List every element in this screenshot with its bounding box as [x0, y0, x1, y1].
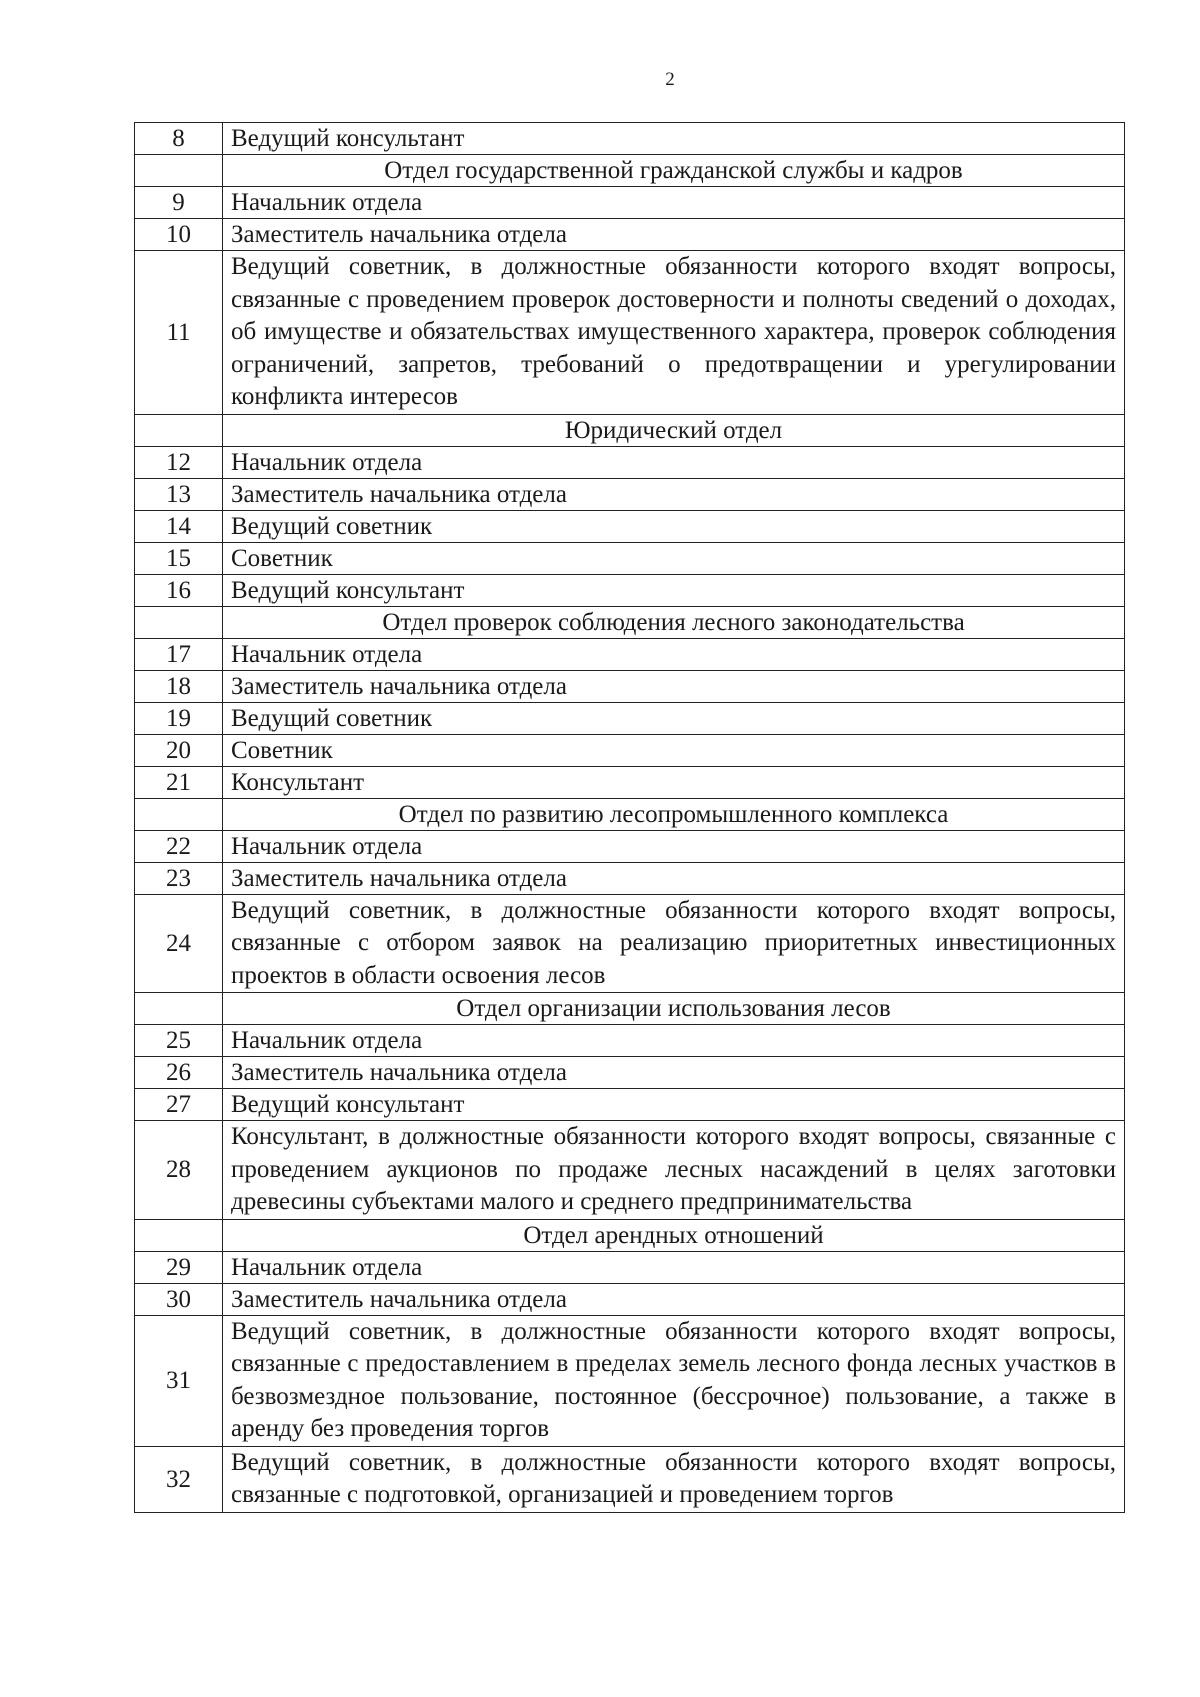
row-number: 23: [135, 862, 223, 894]
position-title: Начальник отдела: [223, 638, 1125, 670]
row-number: 15: [135, 542, 223, 574]
table-row: [135, 574, 1125, 606]
row-number: 32: [135, 1446, 223, 1512]
department-name: Отдел организации использования лесов: [223, 993, 1125, 1025]
row-number: 14: [135, 510, 223, 542]
table-row: [135, 1251, 1125, 1283]
table-row: [135, 894, 1125, 993]
table-row: [135, 510, 1125, 542]
department-row: [135, 993, 1125, 1025]
position-title: Ведущий консультант: [223, 574, 1125, 606]
table-row: [135, 1089, 1125, 1121]
row-number: 29: [135, 1251, 223, 1283]
row-number: 25: [135, 1025, 223, 1057]
row-number: 26: [135, 1057, 223, 1089]
row-number: [135, 606, 223, 638]
table-row: [135, 1057, 1125, 1089]
table-row: [135, 251, 1125, 415]
department-name: Отдел государственной гражданской службы и кадров: [223, 155, 1125, 187]
row-number: 13: [135, 478, 223, 510]
row-number: 30: [135, 1283, 223, 1315]
table-row: [135, 1315, 1125, 1446]
row-number: 20: [135, 734, 223, 766]
department-name: Отдел проверок соблюдения лесного законодательства: [223, 606, 1125, 638]
department-row: [135, 798, 1125, 830]
table-row: [135, 670, 1125, 702]
position-title: Начальник отдела: [223, 1025, 1125, 1057]
table-row: [135, 862, 1125, 894]
row-number: 22: [135, 830, 223, 862]
department-name: Юридический отдел: [223, 414, 1125, 446]
department-row: [135, 606, 1125, 638]
table-row: [135, 638, 1125, 670]
position-title: Заместитель начальника отдела: [223, 670, 1125, 702]
row-number: 18: [135, 670, 223, 702]
row-number: [135, 414, 223, 446]
position-description: Консультант, в должностные обязанности которого входят вопросы, связанные с проведением аукционов по продаже лесных насаждений в целях заготовки древесины субъектами малого и среднего предпринимательства: [223, 1121, 1125, 1220]
table-row: [135, 766, 1125, 798]
position-title: Ведущий советник: [223, 702, 1125, 734]
position-description: Ведущий советник, в должностные обязанности которого входят вопросы, связанные с подготовкой, организацией и проведением торгов: [223, 1446, 1125, 1512]
table-row: [135, 734, 1125, 766]
page-number: 2: [665, 69, 675, 90]
row-number: [135, 993, 223, 1025]
row-number: 19: [135, 702, 223, 734]
row-number: [135, 1219, 223, 1251]
table-row: [135, 1446, 1125, 1512]
table-row: [135, 1121, 1125, 1220]
position-title: Начальник отдела: [223, 187, 1125, 219]
position-title: Заместитель начальника отдела: [223, 1283, 1125, 1315]
position-title: Начальник отдела: [223, 1251, 1125, 1283]
row-number: 27: [135, 1089, 223, 1121]
position-title: Советник: [223, 542, 1125, 574]
row-number: [135, 155, 223, 187]
position-description: Ведущий советник, в должностные обязанности которого входят вопросы, связанные с предоставлением в пределах земель лесного фонда лесных участков в безвозмездное пользование, постоянное (бессрочное) пользование, а также в аренду без проведения торгов: [223, 1315, 1125, 1446]
row-number: 10: [135, 219, 223, 251]
position-title: Начальник отдела: [223, 446, 1125, 478]
row-number: 11: [135, 251, 223, 415]
table-row: [135, 219, 1125, 251]
table-row: [135, 187, 1125, 219]
row-number: 28: [135, 1121, 223, 1220]
position-description: Ведущий советник, в должностные обязанности которого входят вопросы, связанные с отбором заявок на реализацию приоритетных инвестиционных проектов в области освоения лесов: [223, 894, 1125, 993]
row-number: [135, 798, 223, 830]
table-row: [135, 123, 1125, 155]
department-row: [135, 414, 1125, 446]
table-row: [135, 1025, 1125, 1057]
position-title: Ведущий консультант: [223, 123, 1125, 155]
department-name: Отдел арендных отношений: [223, 1219, 1125, 1251]
row-number: 12: [135, 446, 223, 478]
table-row: [135, 1283, 1125, 1315]
row-number: 17: [135, 638, 223, 670]
department-name: Отдел по развитию лесопромышленного комплекса: [223, 798, 1125, 830]
position-title: Ведущий консультант: [223, 1089, 1125, 1121]
department-row: [135, 1219, 1125, 1251]
row-number: 8: [135, 123, 223, 155]
table-row: [135, 542, 1125, 574]
position-title: Ведущий советник: [223, 510, 1125, 542]
row-number: 16: [135, 574, 223, 606]
position-title: Заместитель начальника отдела: [223, 1057, 1125, 1089]
row-number: 9: [135, 187, 223, 219]
table-row: [135, 446, 1125, 478]
position-title: Заместитель начальника отдела: [223, 478, 1125, 510]
position-title: Консультант: [223, 766, 1125, 798]
row-number: 21: [135, 766, 223, 798]
position-title: Советник: [223, 734, 1125, 766]
position-title: Заместитель начальника отдела: [223, 862, 1125, 894]
department-row: [135, 155, 1125, 187]
position-title: Начальник отдела: [223, 830, 1125, 862]
table-row: [135, 830, 1125, 862]
position-title: Заместитель начальника отдела: [223, 219, 1125, 251]
row-number: 24: [135, 894, 223, 993]
position-description: Ведущий советник, в должностные обязанности которого входят вопросы, связанные с проведением проверок достоверности и полноты сведений о доходах, об имуществе и обязательствах имущественного характера, проверок соблюдения ограничений, запретов, требований о предотвращении и урегулировании конфликта интересов: [223, 251, 1125, 415]
table-row: [135, 478, 1125, 510]
table-row: [135, 702, 1125, 734]
row-number: 31: [135, 1315, 223, 1446]
positions-table: [134, 122, 1125, 1513]
